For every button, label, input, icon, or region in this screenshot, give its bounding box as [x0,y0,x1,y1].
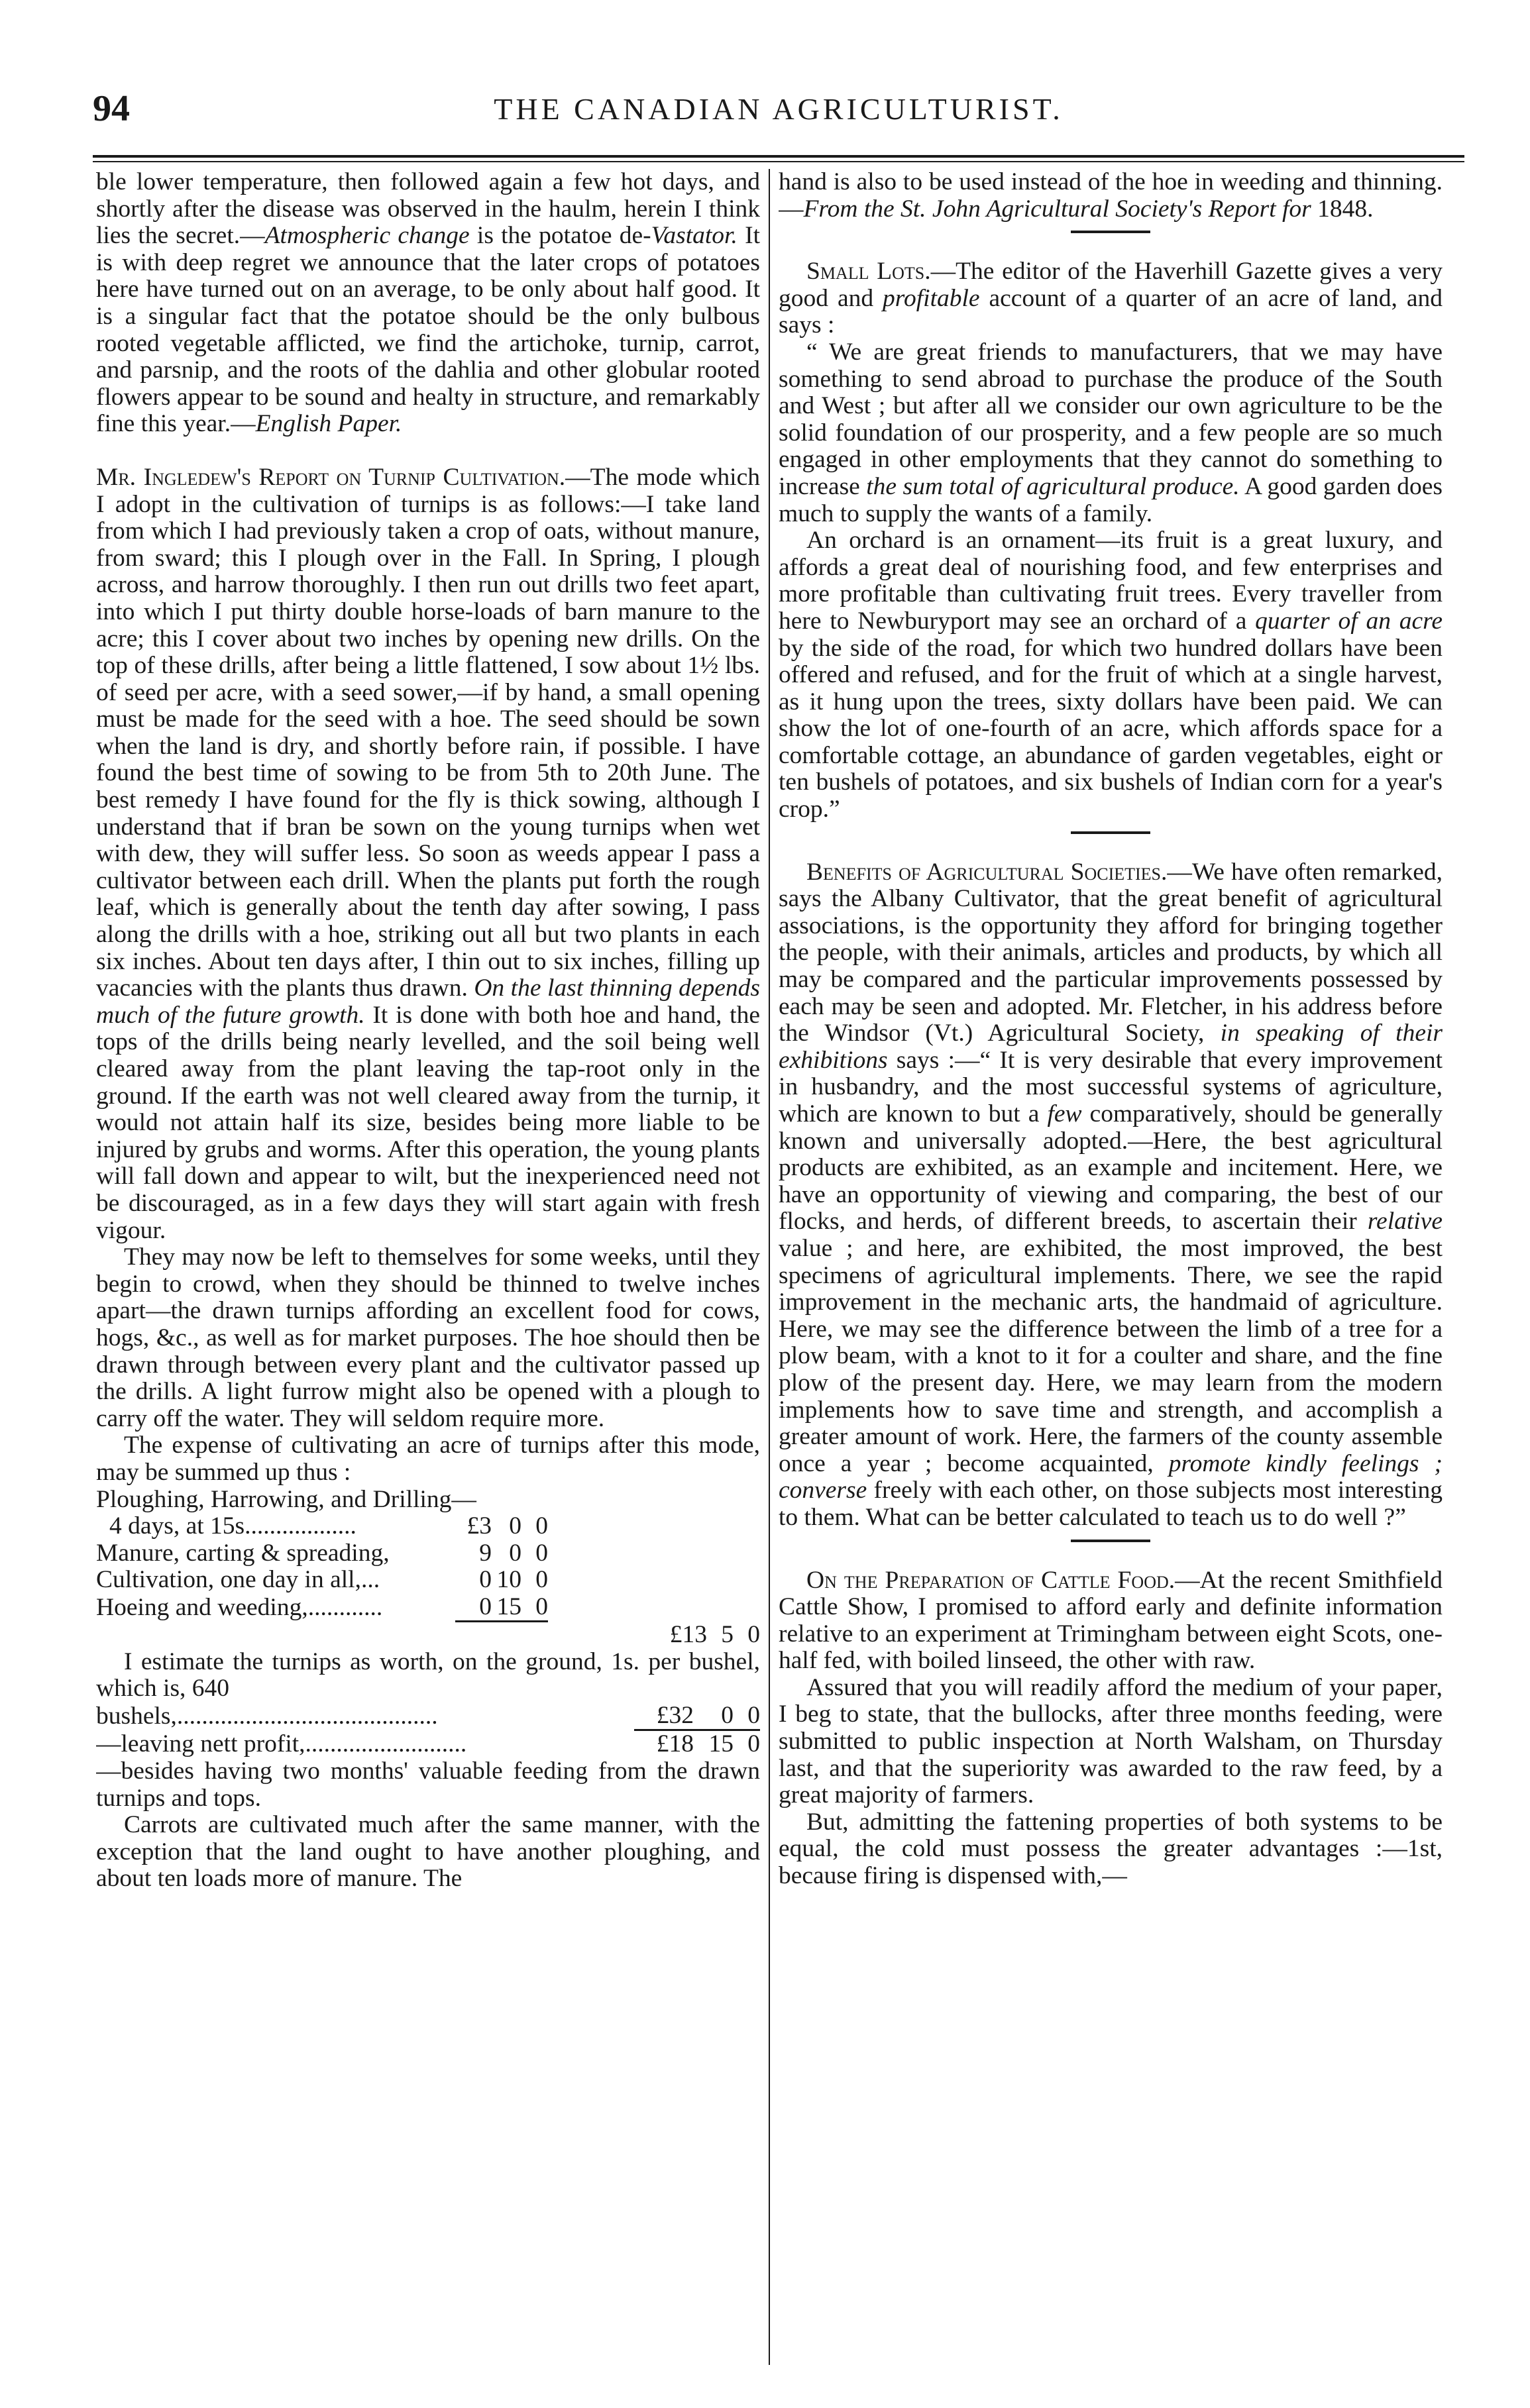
potato-article-end: ble lower temperature, then followed again a few hot days, and shortly after the disease was observed in the haulm, herein I think lies the secret.—Atmospheric change is the potatoe de-Vastator. It is with deep regret we announce that the later crops of potatoes here have turned out on an average, to be only about half good. It is a singular fact that the potatoe should be the only bulbous rooted vegetable afflicted, we find the artichoke, turnip, carrot, and parsnip, and the roots of the dahlia and other globular rooted flowers appear to be sound and healty in structure, and remarkably fine this year.—English Paper. [96,169,760,438]
right-column [779,169,1443,2368]
societies-heading: Benefits of Agricultural Societies. [806,858,1168,886]
turnip-expense-intro: The expense of cultivating an acre of turnips after this mode, may be summed up thus : [96,1432,760,1486]
profit-row: —leaving nett profit,.......................... £18 15 0 [96,1730,760,1758]
small-lots-quote: “ We are great friends to manufacturers, that we may have something to send abroad to purchase the produce of the South and West ; but after all we consider our own agriculture to be the solid foundation of our prosperity, and a few people are so much engaged in other employments that they cannot do something to increase the sum total of agricultural produce. A good garden does much to supply the wants of a family. [779,338,1443,527]
journal-title: THE CANADIAN AGRICULTURIST. [494,92,1064,126]
societies-article: Benefits of Agricultural Societies.—We have often remarked, says the Albany Cultivator, that the great benefit of agricultural associations, is the opportunity they afford for bringing together the people, with their animals, articles and products, by which all may be compared and the particular improvements possessed by each may be seen and adopted. Mr. Fletcher, in his address before the Windsor (Vt.) Agricultural Society, in speaking of their exhibitions says :—“ It is very desirable that every improvement in husbandry, and the most successful systems of agriculture, which are known to but a few comparatively, should be generally known and universally adopted.—Here, the best agricultural products are exhibited, as an example and incitement. Here, we have an opportunity of viewing and comparing, the best of our flocks, and herds, of different breeds, to ascertain their relative value ; and here, are exhibited, the most improved, the best specimens of agricultural implements. There, we see the rapid improvement in the mechanic arts, the handmaid of agriculture. Here, we may see the difference between the limb of a tree for a plow beam, with a knot to it for a coulter and share, and the fine plow of the present day. Here, we may learn from the modern implements how to save time and strength, and accomplish a greater amount of work. Here, the farmers of the county assemble once a year ; become acquainted, promote kindly feelings ; converse freely with each other, on those subjects most interesting to them. What can be better calculated to teach us to do well ?” [779,858,1443,1531]
left-column [96,169,760,2368]
page-number: 94 [93,88,130,129]
expense-row: 4 days, at 15s.................. £3 0 0 [109,1512,548,1540]
section-separator [1071,1540,1150,1542]
page-header [93,87,1464,147]
expense-row: Hoeing and weeding,............ 0 15 0 [96,1593,548,1622]
orchard-paragraph: An orchard is an ornament—its fruit is a great luxury, and affords a great deal of nourishing food, and few enterprises and more profitable than cultivating fruit trees. Every traveller from here to Newburyport may see an orchard of a quarter of an acre by the side of the road, for which two hundred dollars have been offered and refused, and for the fruit of which at a single harvest, as it hung upon the trees, sixty dollars have been paid. We can show the lot of one-fourth of an acre, which affords space for a comfortable cottage, an abundance of garden vegetables, eight or ten bushels of potatoes, and six bushels of Indian corn for a year's crop.” [779,527,1443,823]
turnip-article: Mr. Ingledew's Report on Turnip Cultivation.—The mode which I adopt in the cultivation of turnips is as follows:—I take land from which I had previously taken a crop of oats, without manure, from sward; this I plough over in the Fall. In Spring, I plough across, and harrow thoroughly. I then run out drills two feet apart, into which I put thirty double horse-loads of barn manure to the acre; this I cover about two inches by opening new drills. On the top of these drills, after being a little flattened, I sow about 1½ lbs. of seed per acre, with a seed sower,—if by hand, a small opening must be made for the seed with a hoe. The seed should be sown when the land is dry, and shortly before rain, if possible. I have found the best time of sowing to be from 5th to 20th June. The best remedy I have found for the fly is thick sowing, although I understand that if bran be sown on the young turnips when wet with dew, they will suffer less. So soon as weeds appear I pass a cultivator between each drill. When the plants put forth the rough leaf, which is generally about the tenth day after sowing, I pass along the drills with a hoe, striking out all but two plants in each six inches. About ten days after, I thin out to six inches, filling up vacancies with the plants thus drawn. On the last thinning depends much of the future growth. It is done with both hoe and hand, the tops of the drills being nearly levelled, and the soil being well cleared away from the plant leaving the tap-root only in the ground. If the earth was not well cleared away from the turnip, it would not attain half its size, besides being more liable to be injured by grubs and worms. After this operation, the young plants will fall down and appear to wilt, but the inexperienced need not be discouraged, as in a few days they will start again with fresh vigour. [96,463,760,1244]
turnip-article-heading: Mr. Ingledew's Report on Turnip Cultivation. [96,463,566,491]
estimate-text: I estimate the turnips as worth, on the ground, 1s. per bushel, which is, 640 [96,1648,760,1702]
weeding-article-end: hand is also to be used instead of the hoe in weeding and thinning.—From the St. John Agricultural Society's Report for 1848. [779,169,1443,223]
small-lots-heading: Small Lots. [806,258,931,286]
header-rule-bottom [93,161,1464,162]
header-rule-top [93,155,1464,158]
profit-note: —besides having two months' valuable feeding from the drawn turnips and tops. [96,1757,760,1812]
cattle-food-paragraph-2: But, admitting the fattening properties of both systems to be equal, the cold must possess the greater advantages :—1st, because firing is dispensed with,— [779,1808,1443,1890]
estimate-table [96,1702,760,1758]
cattle-food-paragraph: Assured that you will readily afford the medium of your paper, I beg to state, that the bullocks, after three months feeding, were submitted to public inspection at North Walsham, on Thursday last, and that the superiority was awarded to the raw feed, by a great majority of farmers. [779,1673,1443,1809]
expense-total-row: £13 5 0 [96,1622,760,1649]
section-separator [1071,831,1150,834]
cattle-food-heading: On the Preparation of Cattle Food. [806,1566,1175,1594]
expense-row: Cultivation, one day in all,... 0 10 0 [96,1566,548,1594]
estimate-row: bushels,.......................................... £32 0 0 [96,1701,760,1730]
turnip-paragraph: They may now be left to themselves for some weeks, until they begin to crowd, when they should be thinned to twelve inches apart—the drawn turnips affording an excellent food for cows, hogs, &c., as well as for market purposes. The hoe should then be drawn through between every plant and the cultivator passed up the drills. A light furrow might also be opened with a plough to carry off the water. They will seldom require more. [96,1243,760,1432]
section-separator [1071,231,1150,233]
small-lots-article: Small Lots.—The editor of the Haverhill Gazette gives a very good and profitable account of a quarter of an acre of land, and says : [779,258,1443,339]
expense-row: Manure, carting & spreading, 9 0 0 [96,1539,548,1567]
cattle-food-article: On the Preparation of Cattle Food.—At the recent Smithfield Cattle Show, I promised to afford early and definite information relative to an experiment at Trimingham between eight Scots, one-half fed, with boiled linseed, the other with raw. [779,1566,1443,1675]
carrots-paragraph: Carrots are cultivated much after the same manner, with the exception that the land ought to have another ploughing, and about ten loads more of manure. The [96,1811,760,1893]
expense-table: Ploughing, Harrowing, and Drilling— 4 days, at 15s.................. £3 0 0 Manure, carting & spreading, 9 0 0 Cultivation, one day in all,... 0 10 0 Hoeing and weeding,............ 0 15 0 £13 5 0 [96,1485,760,1648]
column-divider [769,169,770,2365]
